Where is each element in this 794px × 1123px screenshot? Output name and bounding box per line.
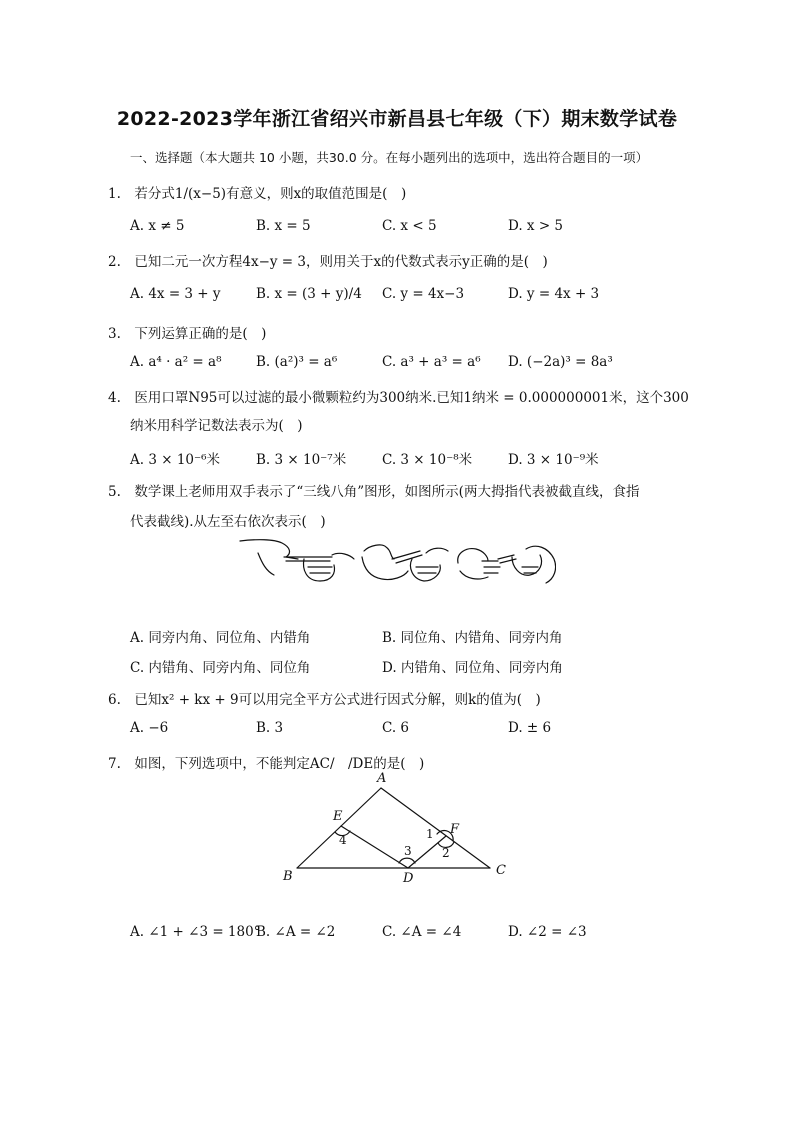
angle-label-3: 3 (404, 844, 412, 858)
q6-option-c: C. 6 (382, 720, 410, 736)
question-4-stem-line2: 纳米用科学记数法表示为( ) (130, 418, 303, 434)
q1-option-a: A. x ≠ 5 (130, 218, 185, 234)
q5-option-d: D. 内错角、同位角、同旁内角 (382, 660, 563, 676)
question-6-stem: 6. 已知x² + kx + 9可以用完全平方公式进行因式分解，则k的值为( ) (108, 692, 541, 708)
exam-title: 2022-2023学年浙江省绍兴市新昌县七年级（下）期末数学试卷 (116, 108, 678, 130)
q4-option-b: B. 3 × 10⁻⁷米 (256, 452, 347, 468)
section-heading: 一、选择题（本大题共 10 小题，共30.0 分。在每小题列出的选项中，选出符合题目的一项） (130, 150, 649, 165)
q3-option-b: B. (a²)³ = a⁶ (256, 354, 338, 370)
label-c: C (496, 863, 506, 878)
q3-option-a: A. a⁴ · a² = a⁸ (130, 354, 222, 370)
q2-option-c: C. y = 4x−3 (382, 286, 465, 302)
label-b: B (283, 869, 293, 884)
question-7-stem: 7. 如图，下列选项中，不能判定AC/ /DE的是( ) (108, 756, 425, 772)
q3-option-d: D. (−2a)³ = 8a³ (508, 354, 613, 370)
hands-figure-3 (458, 546, 556, 583)
angle-label-2: 2 (442, 846, 450, 860)
hands-figure-1 (240, 540, 354, 581)
q6-option-a: A. −6 (130, 720, 169, 736)
question-5-stem-line2: 代表截线).从左至右依次表示( ) (130, 514, 326, 530)
label-f: F (450, 822, 460, 837)
q7-option-c: C. ∠A = ∠4 (382, 924, 462, 940)
label-a: A (377, 771, 387, 786)
angle-3-arc (399, 858, 415, 863)
triangle-geometry-figure (275, 770, 515, 888)
segment-ed (341, 826, 408, 868)
segment-ab (297, 788, 381, 868)
q4-option-c: C. 3 × 10⁻⁸米 (382, 452, 473, 468)
question-1-stem: 1. 若分式1/(x−5)有意义，则x的取值范围是( ) (108, 186, 407, 202)
label-d: D (403, 871, 414, 886)
q6-option-b: B. 3 (256, 720, 284, 736)
q2-option-b: B. x = (3 + y)/4 (256, 286, 362, 302)
q5-option-a: A. 同旁内角、同位角、内错角 (130, 630, 311, 646)
q4-option-d: D. 3 × 10⁻⁹米 (508, 452, 599, 468)
q5-option-b: B. 同位角、内错角、同旁内角 (382, 630, 563, 646)
angle-label-1: 1 (426, 827, 434, 841)
question-4-stem-line1: 4. 医用口罩N95可以过滤的最小微颗粒约为300纳米.已知1纳米 = 0.000000001米，这个300 (108, 390, 689, 406)
question-3-stem: 3. 下列运算正确的是( ) (108, 326, 267, 342)
q7-option-a: A. ∠1 + ∠3 = 180° (130, 924, 261, 940)
three-lines-eight-angles-hands-figure (236, 537, 556, 593)
q4-option-a: A. 3 × 10⁻⁶米 (130, 452, 221, 468)
q3-option-c: C. a³ + a³ = a⁶ (382, 354, 481, 370)
question-2-stem: 2. 已知二元一次方程4x−y = 3，则用关于x的代数式表示y正确的是( ) (108, 254, 548, 270)
q5-option-c: C. 内错角、同旁内角、同位角 (130, 660, 311, 676)
question-5-stem-line1: 5. 数学课上老师用双手表示了“三线八角”图形，如图所示(两大拇指代表被截直线，食指 (108, 484, 640, 500)
q6-option-d: D. ± 6 (508, 720, 552, 736)
q1-option-d: D. x > 5 (508, 218, 564, 234)
q1-option-c: C. x < 5 (382, 218, 437, 234)
q7-option-b: B. ∠A = ∠2 (256, 924, 336, 940)
angle-label-4: 4 (339, 833, 347, 847)
label-e: E (333, 809, 343, 824)
q1-option-b: B. x = 5 (256, 218, 311, 234)
hands-figure-2 (362, 545, 448, 581)
segment-ac (381, 788, 490, 868)
q2-option-d: D. y = 4x + 3 (508, 286, 600, 302)
q7-option-d: D. ∠2 = ∠3 (508, 924, 587, 940)
q2-option-a: A. 4x = 3 + y (130, 286, 221, 302)
